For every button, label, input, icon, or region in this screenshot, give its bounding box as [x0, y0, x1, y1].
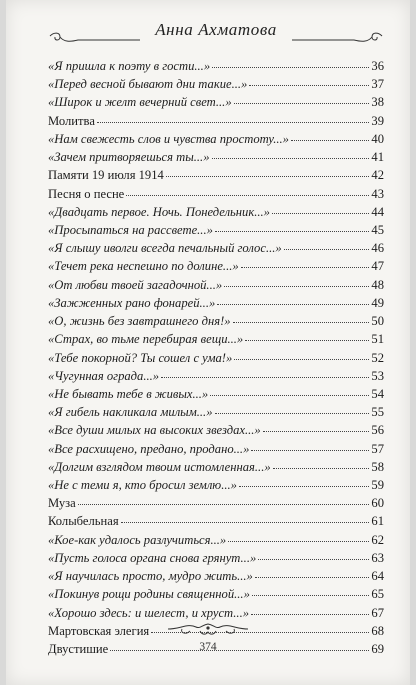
toc-entry-title: Памяти 19 июля 1914: [48, 168, 164, 183]
toc-entry-title: «Все души милых на высоких звездах...»: [48, 423, 261, 438]
toc-leader-dots: [234, 93, 369, 104]
toc-entry-page: 63: [371, 550, 384, 565]
toc-entry-page: 55: [371, 405, 384, 420]
toc-entry-page: 38: [371, 95, 384, 110]
toc-entry-page: 52: [371, 350, 384, 365]
toc-leader-dots: [245, 330, 369, 341]
toc-leader-dots: [273, 458, 369, 469]
toc-leader-dots: [239, 476, 369, 487]
toc-entry-title: «От любви твоей загадочной...»: [48, 277, 223, 292]
toc-leader-dots: [258, 549, 369, 560]
toc-entry: [48, 385, 384, 403]
toc-entry-title: «Перед весной бывают дни такие...»: [48, 77, 248, 92]
toc-entry: [48, 93, 384, 111]
toc-entry-title: «Не бывать тебе в живых...»: [48, 386, 209, 401]
toc-leader-dots: [126, 185, 369, 196]
running-title: Анна Ахматова: [155, 20, 277, 39]
toc-entry: [48, 203, 384, 221]
toc-entry-title: «Покинув рощи родины священной...»: [48, 587, 250, 602]
toc-entry-title: «Нам свежесть слов и чувства простоту...»: [48, 131, 289, 146]
toc-entry: [48, 458, 384, 476]
toc-entry-title: Двустишие: [48, 642, 109, 656]
toc-entry: [48, 257, 384, 275]
toc-entry: [48, 421, 384, 439]
toc-entry-page: 49: [371, 295, 384, 310]
toc-entry-title: Молитва: [48, 113, 95, 128]
toc-entry: [48, 512, 384, 530]
toc-entry: [48, 57, 384, 75]
toc-leader-dots: [272, 203, 369, 214]
toc-entry-title: Колыбельная: [48, 514, 119, 529]
toc-entry: [48, 239, 384, 257]
toc-entry-page: 64: [371, 569, 384, 584]
toc-entry-title: «Зажженных рано фонарей...»: [48, 295, 216, 310]
toc-entry-title: «Я научилась просто, мудро жить...»: [48, 569, 253, 584]
footer-ornament-icon: [166, 617, 250, 639]
toc-entry: [48, 403, 384, 421]
book-page: [6, 0, 410, 685]
toc-entry: [48, 330, 384, 348]
toc-entry: [48, 585, 384, 603]
toc-leader-dots: [263, 421, 369, 432]
toc-entry: [48, 276, 384, 294]
toc-leader-dots: [251, 440, 369, 451]
toc-entry-title: «Все расхищено, предано, продано...»: [48, 441, 250, 456]
running-header: [48, 16, 384, 56]
toc-entry-page: 41: [371, 150, 384, 165]
toc-leader-dots: [234, 349, 369, 360]
toc-leader-dots: [215, 403, 370, 414]
toc-entry-title: «Пусть голоса органа снова грянут...»: [48, 550, 257, 565]
toc-entry: [48, 531, 384, 549]
toc-entry-title: «О, жизнь без завтрашнего дня!»: [48, 314, 231, 329]
toc-entry-page: 59: [371, 478, 384, 493]
toc-leader-dots: [121, 512, 369, 523]
toc-entry-page: 36: [371, 59, 384, 73]
toc-entry-page: 53: [371, 368, 384, 383]
toc-entry-title: «Двадцать первое. Ночь. Понедельник...»: [48, 204, 270, 219]
toc-entry-page: 39: [371, 113, 384, 128]
toc-entry: [48, 148, 384, 166]
toc-entry-page: 54: [371, 386, 384, 401]
toc-leader-dots: [224, 276, 369, 287]
toc-entry-title: «Широк и желт вечерний свет...»: [48, 95, 232, 110]
toc-entry: [48, 349, 384, 367]
toc-leader-dots: [217, 294, 369, 305]
toc-entry-title: «Чугунная ограда...»: [48, 368, 160, 383]
toc-entry-title: «Страх, во тьме перебирая вещи...»: [48, 332, 244, 347]
toc-entry: [48, 75, 384, 93]
toc-entry: [48, 221, 384, 239]
toc-entry: [48, 130, 384, 148]
toc-entry: [48, 185, 384, 203]
toc-entry-page: 58: [371, 459, 384, 474]
toc-entry-page: 56: [371, 423, 384, 438]
toc-entry-title: «Тебе покорной? Ты сошел с ума!»: [48, 350, 233, 365]
toc-entry-page: 37: [371, 77, 384, 92]
toc-entry-page: 68: [371, 623, 384, 638]
toc-leader-dots: [249, 75, 369, 86]
toc-entry: [48, 440, 384, 458]
toc-leader-dots: [252, 585, 369, 596]
toc-entry: [48, 112, 384, 130]
toc-entry-page: 69: [371, 642, 384, 656]
toc-leader-dots: [233, 312, 369, 323]
toc-entry-page: 50: [371, 314, 384, 329]
toc-entry-title: «Долгим взглядом твоим истомленная...»: [48, 459, 271, 474]
toc-entry-title: «Я гибель накликала милым...»: [48, 405, 213, 420]
toc-leader-dots: [251, 604, 369, 615]
toc-leader-dots: [78, 494, 369, 505]
toc-entry-page: 67: [371, 605, 384, 620]
toc-entry-title: «Зачем притворяешься ты...»: [48, 150, 210, 165]
toc-entry-page: 47: [371, 259, 384, 274]
page-number: 374: [199, 641, 217, 653]
toc-leader-dots: [255, 567, 369, 578]
toc-entry: [48, 567, 384, 585]
toc-entry: [48, 166, 384, 184]
toc-entry-title: «Просыпаться на рассвете...»: [48, 222, 213, 237]
toc-entry-title: «Не с теми я, кто бросил землю...»: [48, 478, 237, 493]
toc-entry-page: 42: [371, 168, 384, 183]
toc-entry-page: 40: [371, 131, 384, 146]
toc-entry-page: 44: [371, 204, 384, 219]
toc-entry: [48, 294, 384, 312]
toc-entry-title: «Течет река неспешно по долине...»: [48, 259, 239, 274]
toc-entry-page: 51: [371, 332, 384, 347]
toc-leader-dots: [97, 112, 369, 123]
toc-entry-title: «Я пришла к поэту в гости...»: [48, 59, 211, 73]
toc-entry-title: Песня о песне: [48, 186, 125, 201]
toc-entry-page: 65: [371, 587, 384, 602]
toc-leader-dots: [241, 257, 369, 268]
toc-leader-dots: [212, 57, 369, 68]
toc-entry: [48, 494, 384, 512]
toc-leader-dots: [215, 221, 369, 232]
toc-entry-page: 60: [371, 496, 384, 511]
toc-leader-dots: [284, 239, 369, 250]
toc-leader-dots: [212, 148, 370, 159]
toc-leader-dots: [161, 367, 369, 378]
toc-leader-dots: [291, 130, 369, 141]
toc-entry-title: «Я слышу иволги всегда печальный голос...»: [48, 241, 282, 256]
toc-entry: [48, 312, 384, 330]
toc-leader-dots: [166, 166, 369, 177]
toc-entry-page: 48: [371, 277, 384, 292]
toc-leader-dots: [228, 531, 369, 542]
toc-entry: [48, 476, 384, 494]
toc-entry-title: Муза: [48, 496, 76, 511]
toc-entry-title: «Кое-как удалось разлучиться...»: [48, 532, 227, 547]
toc-entry: [48, 549, 384, 567]
toc-entry-page: 61: [371, 514, 384, 529]
toc-entry-page: 43: [371, 186, 384, 201]
toc-entry-page: 46: [371, 241, 384, 256]
toc-entry: [48, 367, 384, 385]
toc-entry-page: 45: [371, 222, 384, 237]
toc-entry-page: 62: [371, 532, 384, 547]
table-of-contents: [48, 57, 384, 658]
toc-leader-dots: [210, 385, 369, 396]
toc-entry-page: 57: [371, 441, 384, 456]
toc-entry-title: «Хорошо здесь: и шелест, и хруст...»: [48, 605, 250, 620]
toc-entry-title: Мартовская элегия: [48, 623, 150, 638]
